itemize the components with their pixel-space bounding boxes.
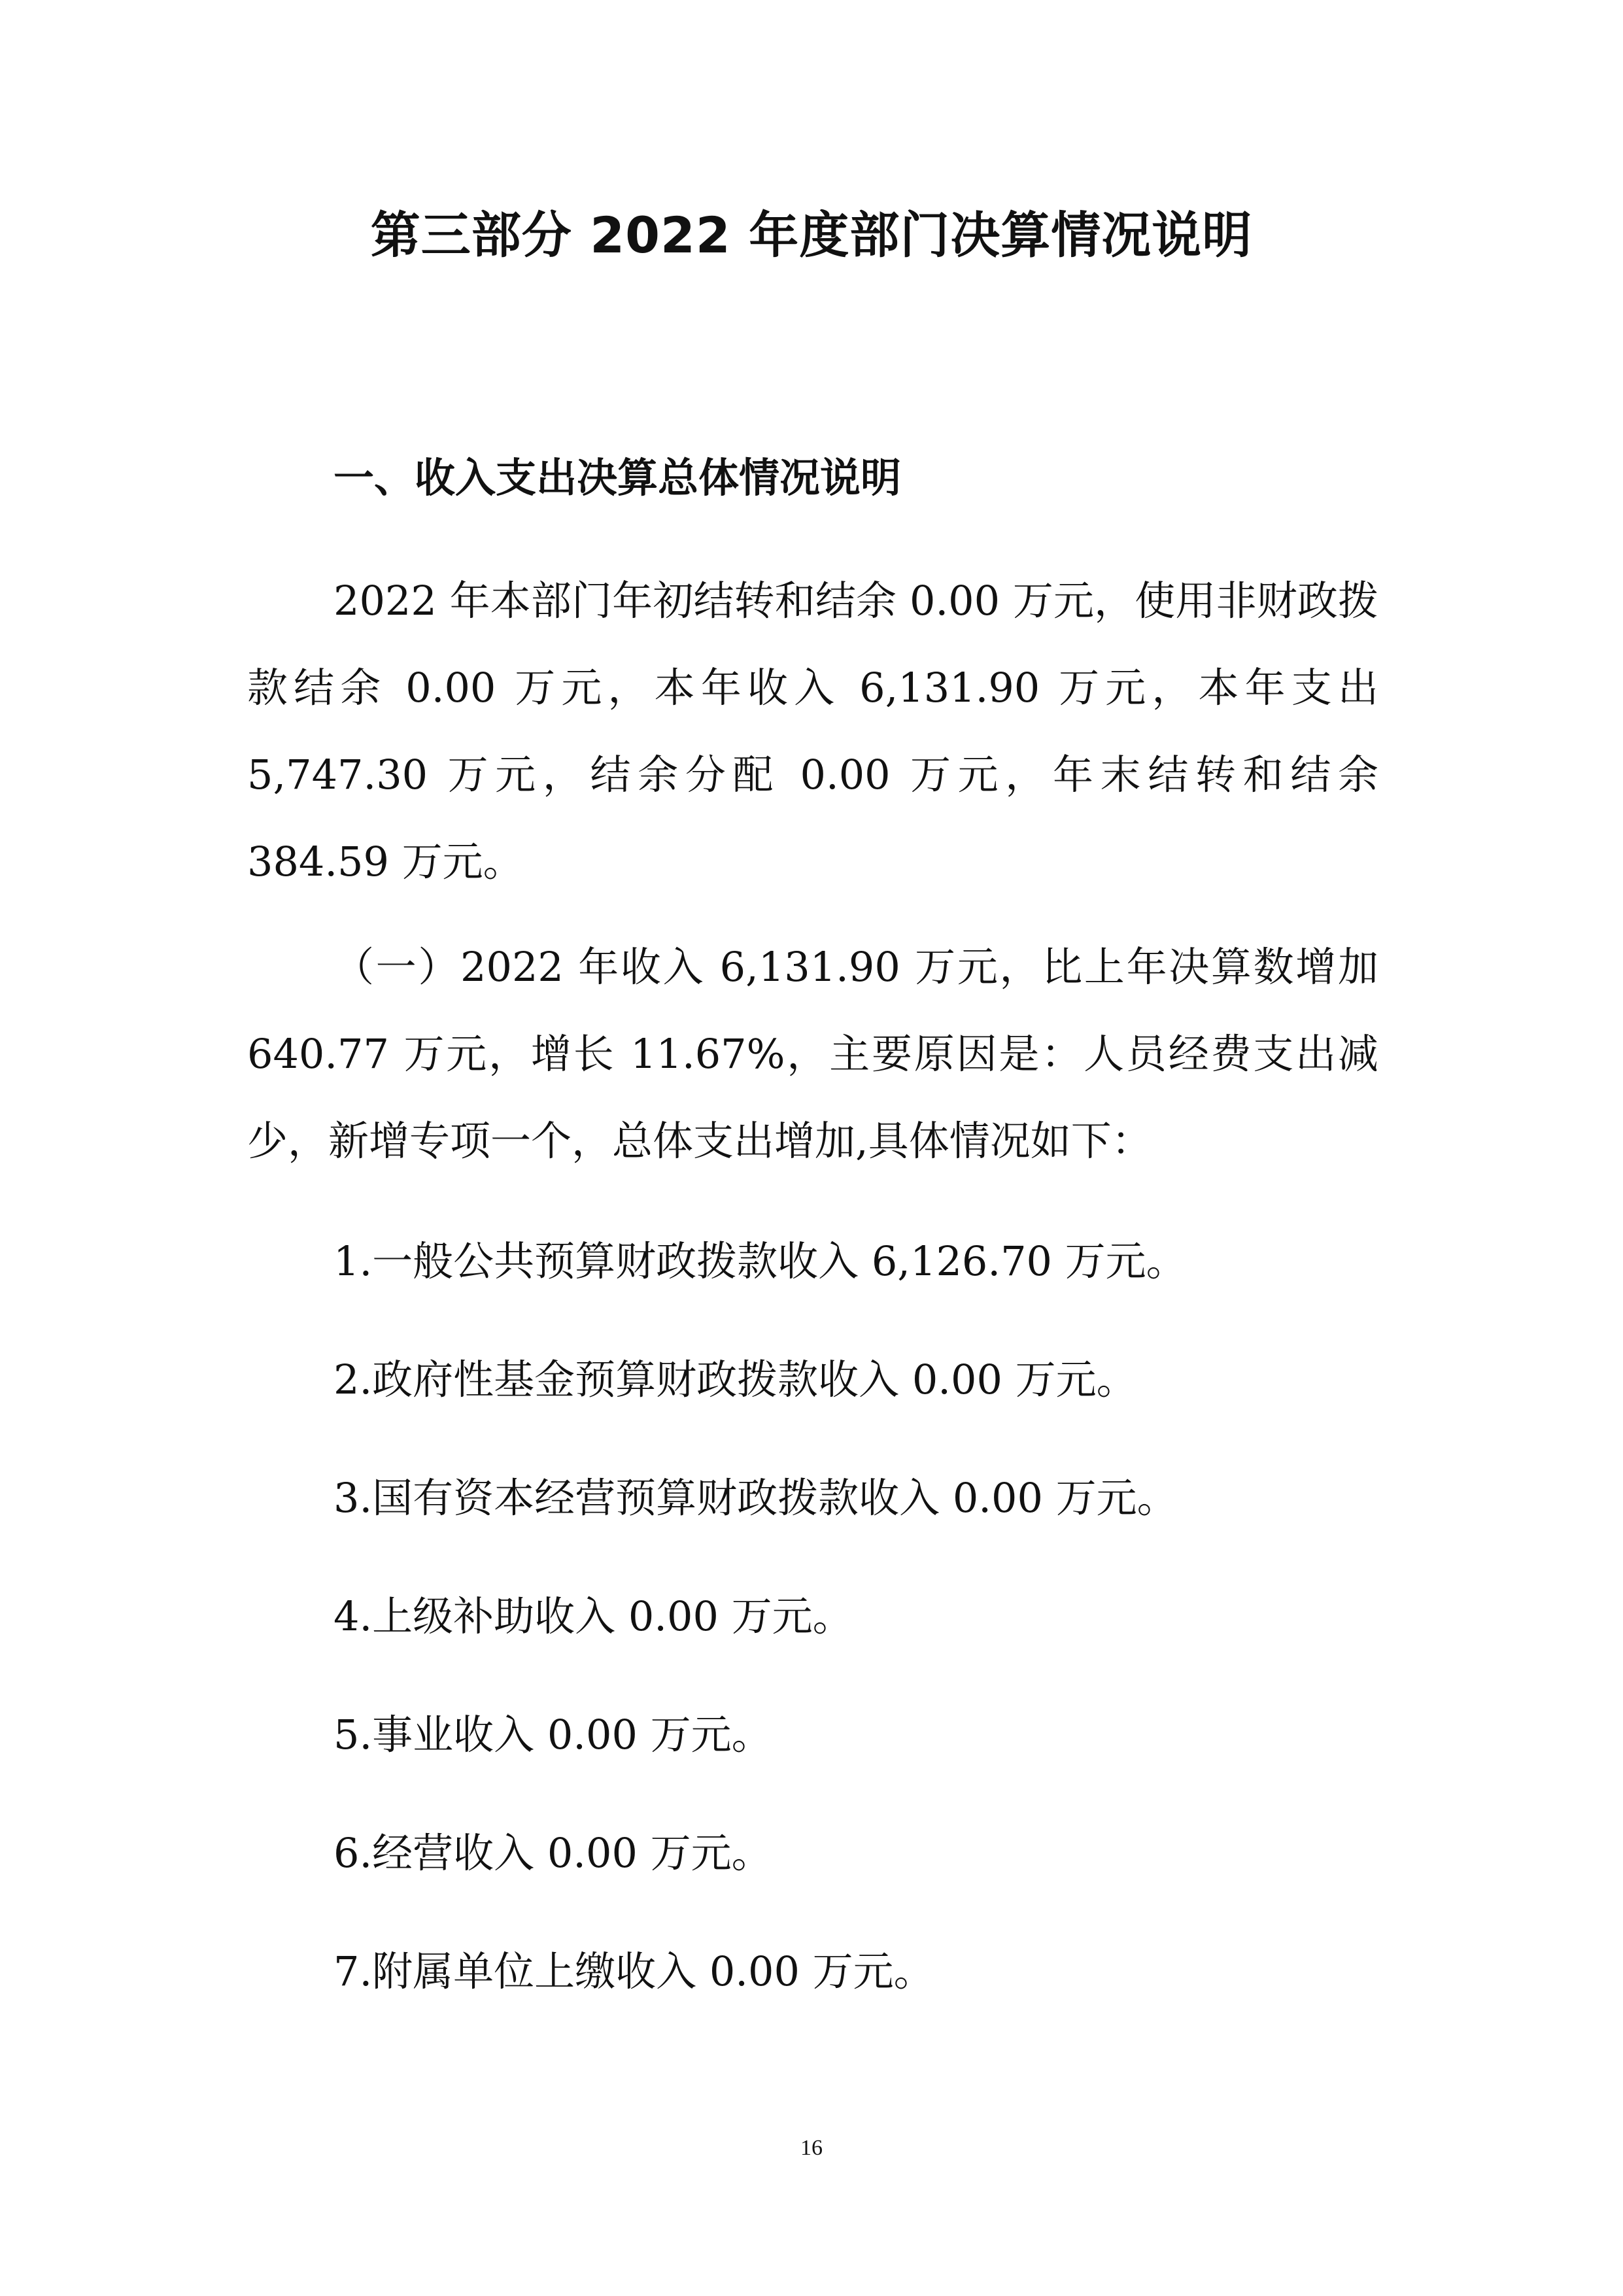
page-number: 16	[800, 2136, 823, 2160]
overview-paragraph: 2022 年本部门年初结转和结余 0.00 万元，使用非财政拨款结余 0.00 万元，本年收入 6,131.90 万元，本年支出 5,747.30 万元，结余分配 0.00 万元，年末结转和结余 384.59 万元。	[247, 577, 1378, 885]
list-item: 5.事业收入 0.00 万元。	[333, 1711, 772, 1758]
section-heading: 一、收入支出决算总体情况说明	[333, 454, 902, 502]
list-item: 6.经营收入 0.00 万元。	[333, 1829, 772, 1877]
income-paragraph: （一）2022 年收入 6,131.90 万元，比上年决算数增加 640.77 万元，增长 11.67%，主要原因是：人员经费支出减少，新增专项一个，总体支出增加,具体情况如下：	[247, 943, 1378, 1165]
list-item: 3.国有资本经营预算财政拨款收入 0.00 万元。	[333, 1474, 1178, 1522]
list-item: 2.政府性基金预算财政拨款收入 0.00 万元。	[333, 1356, 1137, 1403]
list-item: 1.一般公共预算财政拨款收入 6,126.70 万元。	[333, 1237, 1187, 1285]
page-title: 第三部分 2022 年度部门决算情况说明	[370, 206, 1253, 264]
list-item: 7.附属单位上缴收入 0.00 万元。	[333, 1947, 934, 1995]
list-item: 4.上级补助收入 0.00 万元。	[333, 1592, 853, 1640]
